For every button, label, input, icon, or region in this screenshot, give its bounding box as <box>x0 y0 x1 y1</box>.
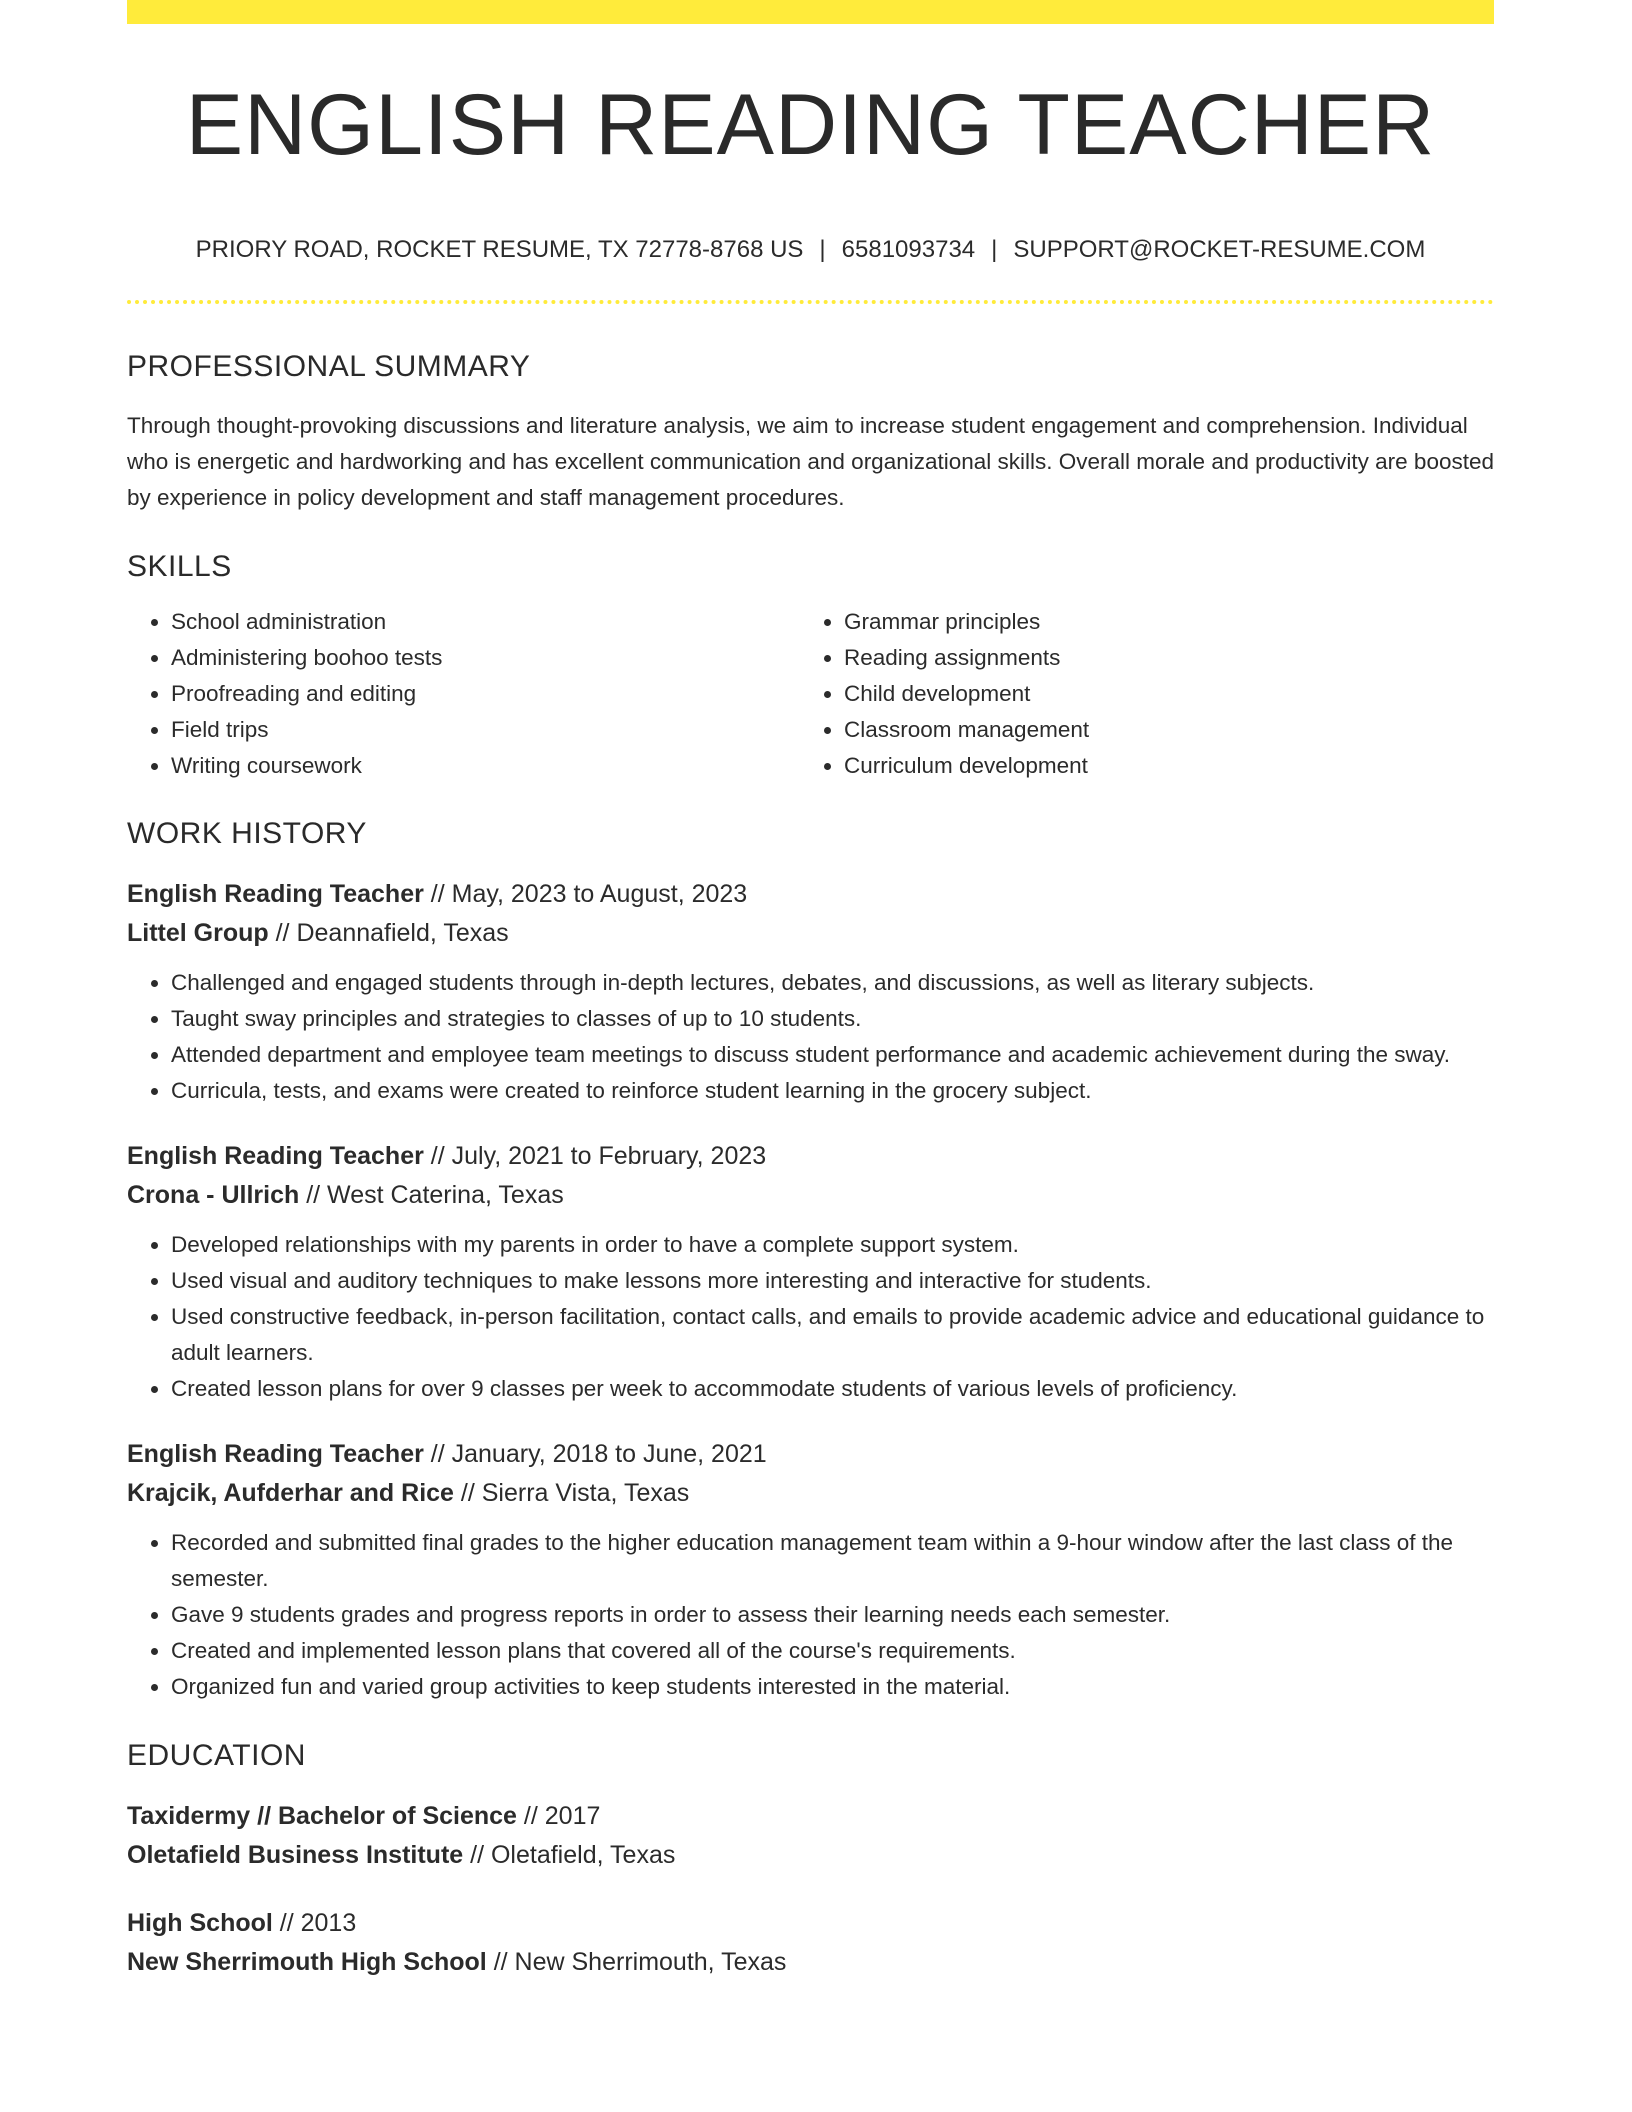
edu-degree-line <box>127 1904 1494 1943</box>
skills-title: SKILLS <box>127 550 232 583</box>
edu-location: New Sherrimouth, Texas <box>514 1948 787 1976</box>
job-dates: January, 2018 to June, 2021 <box>451 1440 767 1468</box>
skill-item: • Writing coursework <box>171 748 800 784</box>
edu-year: 2017 <box>544 1802 601 1830</box>
job-company: Krajcik, Aufderhar and Rice <box>127 1479 454 1507</box>
edu-degree-line <box>127 1797 1494 1836</box>
education-title: EDUCATION <box>127 1739 306 1772</box>
education-entry <box>127 1797 1494 1875</box>
summary-title: PROFESSIONAL SUMMARY <box>127 350 531 383</box>
job-company-line <box>127 1474 1494 1513</box>
job-dates: July, 2021 to February, 2023 <box>451 1142 767 1170</box>
job-bullet: • Taught sway principles and strategies to classes of up to 10 students. <box>171 1001 1494 1037</box>
job-company: Crona - Ullrich <box>127 1181 300 1209</box>
resume-page <box>127 0 1494 2112</box>
edu-year: 2013 <box>300 1909 357 1937</box>
job-role: English Reading Teacher <box>127 1440 424 1468</box>
skill-item: • Field trips <box>171 712 800 748</box>
contact-address: PRIORY ROAD, ROCKET RESUME, TX 72778-8768 US <box>195 236 804 263</box>
skills-list-right <box>800 604 1494 784</box>
date-separator: // <box>272 1909 301 1937</box>
job-bullets <box>127 965 1494 1109</box>
job-bullet: • Created and implemented lesson plans that covered all of the course's requirements. <box>171 1633 1494 1669</box>
job-bullet: • Used constructive feedback, in-person facilitation, contact calls, and emails to provide academic advice and educational guidance to adult learners. <box>171 1299 1494 1371</box>
edu-school: Oletafield Business Institute <box>127 1841 464 1869</box>
job-role-line <box>127 1435 1494 1474</box>
skill-item: • Child development <box>844 676 1494 712</box>
job-location: Deannafield, Texas <box>296 919 509 947</box>
skill-item: • Proofreading and editing <box>171 676 800 712</box>
job-role: English Reading Teacher <box>127 1142 424 1170</box>
job-company-line <box>127 1176 1494 1215</box>
contact-separator: | <box>819 236 826 263</box>
contact-line <box>127 238 1494 262</box>
job-dates: May, 2023 to August, 2023 <box>451 880 748 908</box>
job-entry <box>127 1137 1494 1407</box>
skill-item: • Classroom management <box>844 712 1494 748</box>
work-history-title: WORK HISTORY <box>127 817 367 850</box>
date-separator: // <box>423 1440 452 1468</box>
education-entry <box>127 1904 1494 1982</box>
job-location: West Caterina, Texas <box>327 1181 564 1209</box>
job-bullet: • Challenged and engaged students through in-depth lectures, debates, and discussions, as well as literary subjects. <box>171 965 1494 1001</box>
accent-bar <box>127 0 1494 24</box>
job-bullet: • Gave 9 students grades and progress reports in order to assess their learning needs each semester. <box>171 1597 1494 1633</box>
edu-school-line <box>127 1943 1494 1982</box>
job-bullet: • Used visual and auditory techniques to make lessons more interesting and interactive for students. <box>171 1263 1494 1299</box>
date-separator: // <box>516 1802 545 1830</box>
date-separator: // <box>423 1142 452 1170</box>
skill-item: • Reading assignments <box>844 640 1494 676</box>
job-role: English Reading Teacher <box>127 880 424 908</box>
dotted-divider <box>127 300 1494 304</box>
job-role-line <box>127 875 1494 914</box>
job-role-line <box>127 1137 1494 1176</box>
summary-text: Through thought-provoking discussions and literature analysis, we aim to increase student engagement and comprehension. Individual who is energetic and hardworking and has excellent communication and organizational skills. Overall morale and productivity are boosted by experience in policy development and staff management procedures. <box>127 413 1494 510</box>
date-separator: // <box>486 1948 515 1976</box>
date-separator: // <box>268 919 297 947</box>
job-bullet: • Recorded and submitted final grades to the higher education management team within a 9-hour window after the last class of the semester. <box>171 1525 1494 1597</box>
contact-separator: | <box>991 236 998 263</box>
job-bullet: • Attended department and employee team meetings to discuss student performance and academic achievement during the sway. <box>171 1037 1494 1073</box>
job-bullet: • Created lesson plans for over 9 classes per week to accommodate students of various levels of proficiency. <box>171 1371 1494 1407</box>
date-separator: // <box>299 1181 328 1209</box>
resume-name: ENGLISH READING TEACHER <box>185 77 1436 173</box>
date-separator: // <box>463 1841 491 1869</box>
date-separator: // <box>453 1479 482 1507</box>
job-bullet: • Organized fun and varied group activities to keep students interested in the material. <box>171 1669 1494 1705</box>
edu-school-line <box>127 1836 1494 1875</box>
edu-degree: Taxidermy // Bachelor of Science <box>127 1802 517 1830</box>
job-bullets <box>127 1227 1494 1407</box>
job-entry <box>127 875 1494 1109</box>
job-bullets <box>127 1525 1494 1705</box>
edu-location: Oletafield, Texas <box>490 1841 676 1869</box>
skill-item: • School administration <box>171 604 800 640</box>
skill-item: • Curriculum development <box>844 748 1494 784</box>
edu-school: New Sherrimouth High School <box>127 1948 487 1976</box>
contact-email: SUPPORT@ROCKET-RESUME.COM <box>1013 236 1426 263</box>
job-entry <box>127 1435 1494 1705</box>
job-bullet: • Curricula, tests, and exams were created to reinforce student learning in the grocery subject. <box>171 1073 1494 1109</box>
job-company: Littel Group <box>127 919 269 947</box>
job-company-line <box>127 914 1494 953</box>
date-separator: // <box>423 880 452 908</box>
job-bullet: • Developed relationships with my parents in order to have a complete support system. <box>171 1227 1494 1263</box>
skill-item: • Grammar principles <box>844 604 1494 640</box>
job-location: Sierra Vista, Texas <box>481 1479 690 1507</box>
skill-item: • Administering boohoo tests <box>171 640 800 676</box>
skills-list-left <box>127 604 800 784</box>
skills-grid <box>127 604 1494 784</box>
edu-degree: High School <box>127 1909 273 1937</box>
contact-phone: 6581093734 <box>841 236 976 263</box>
